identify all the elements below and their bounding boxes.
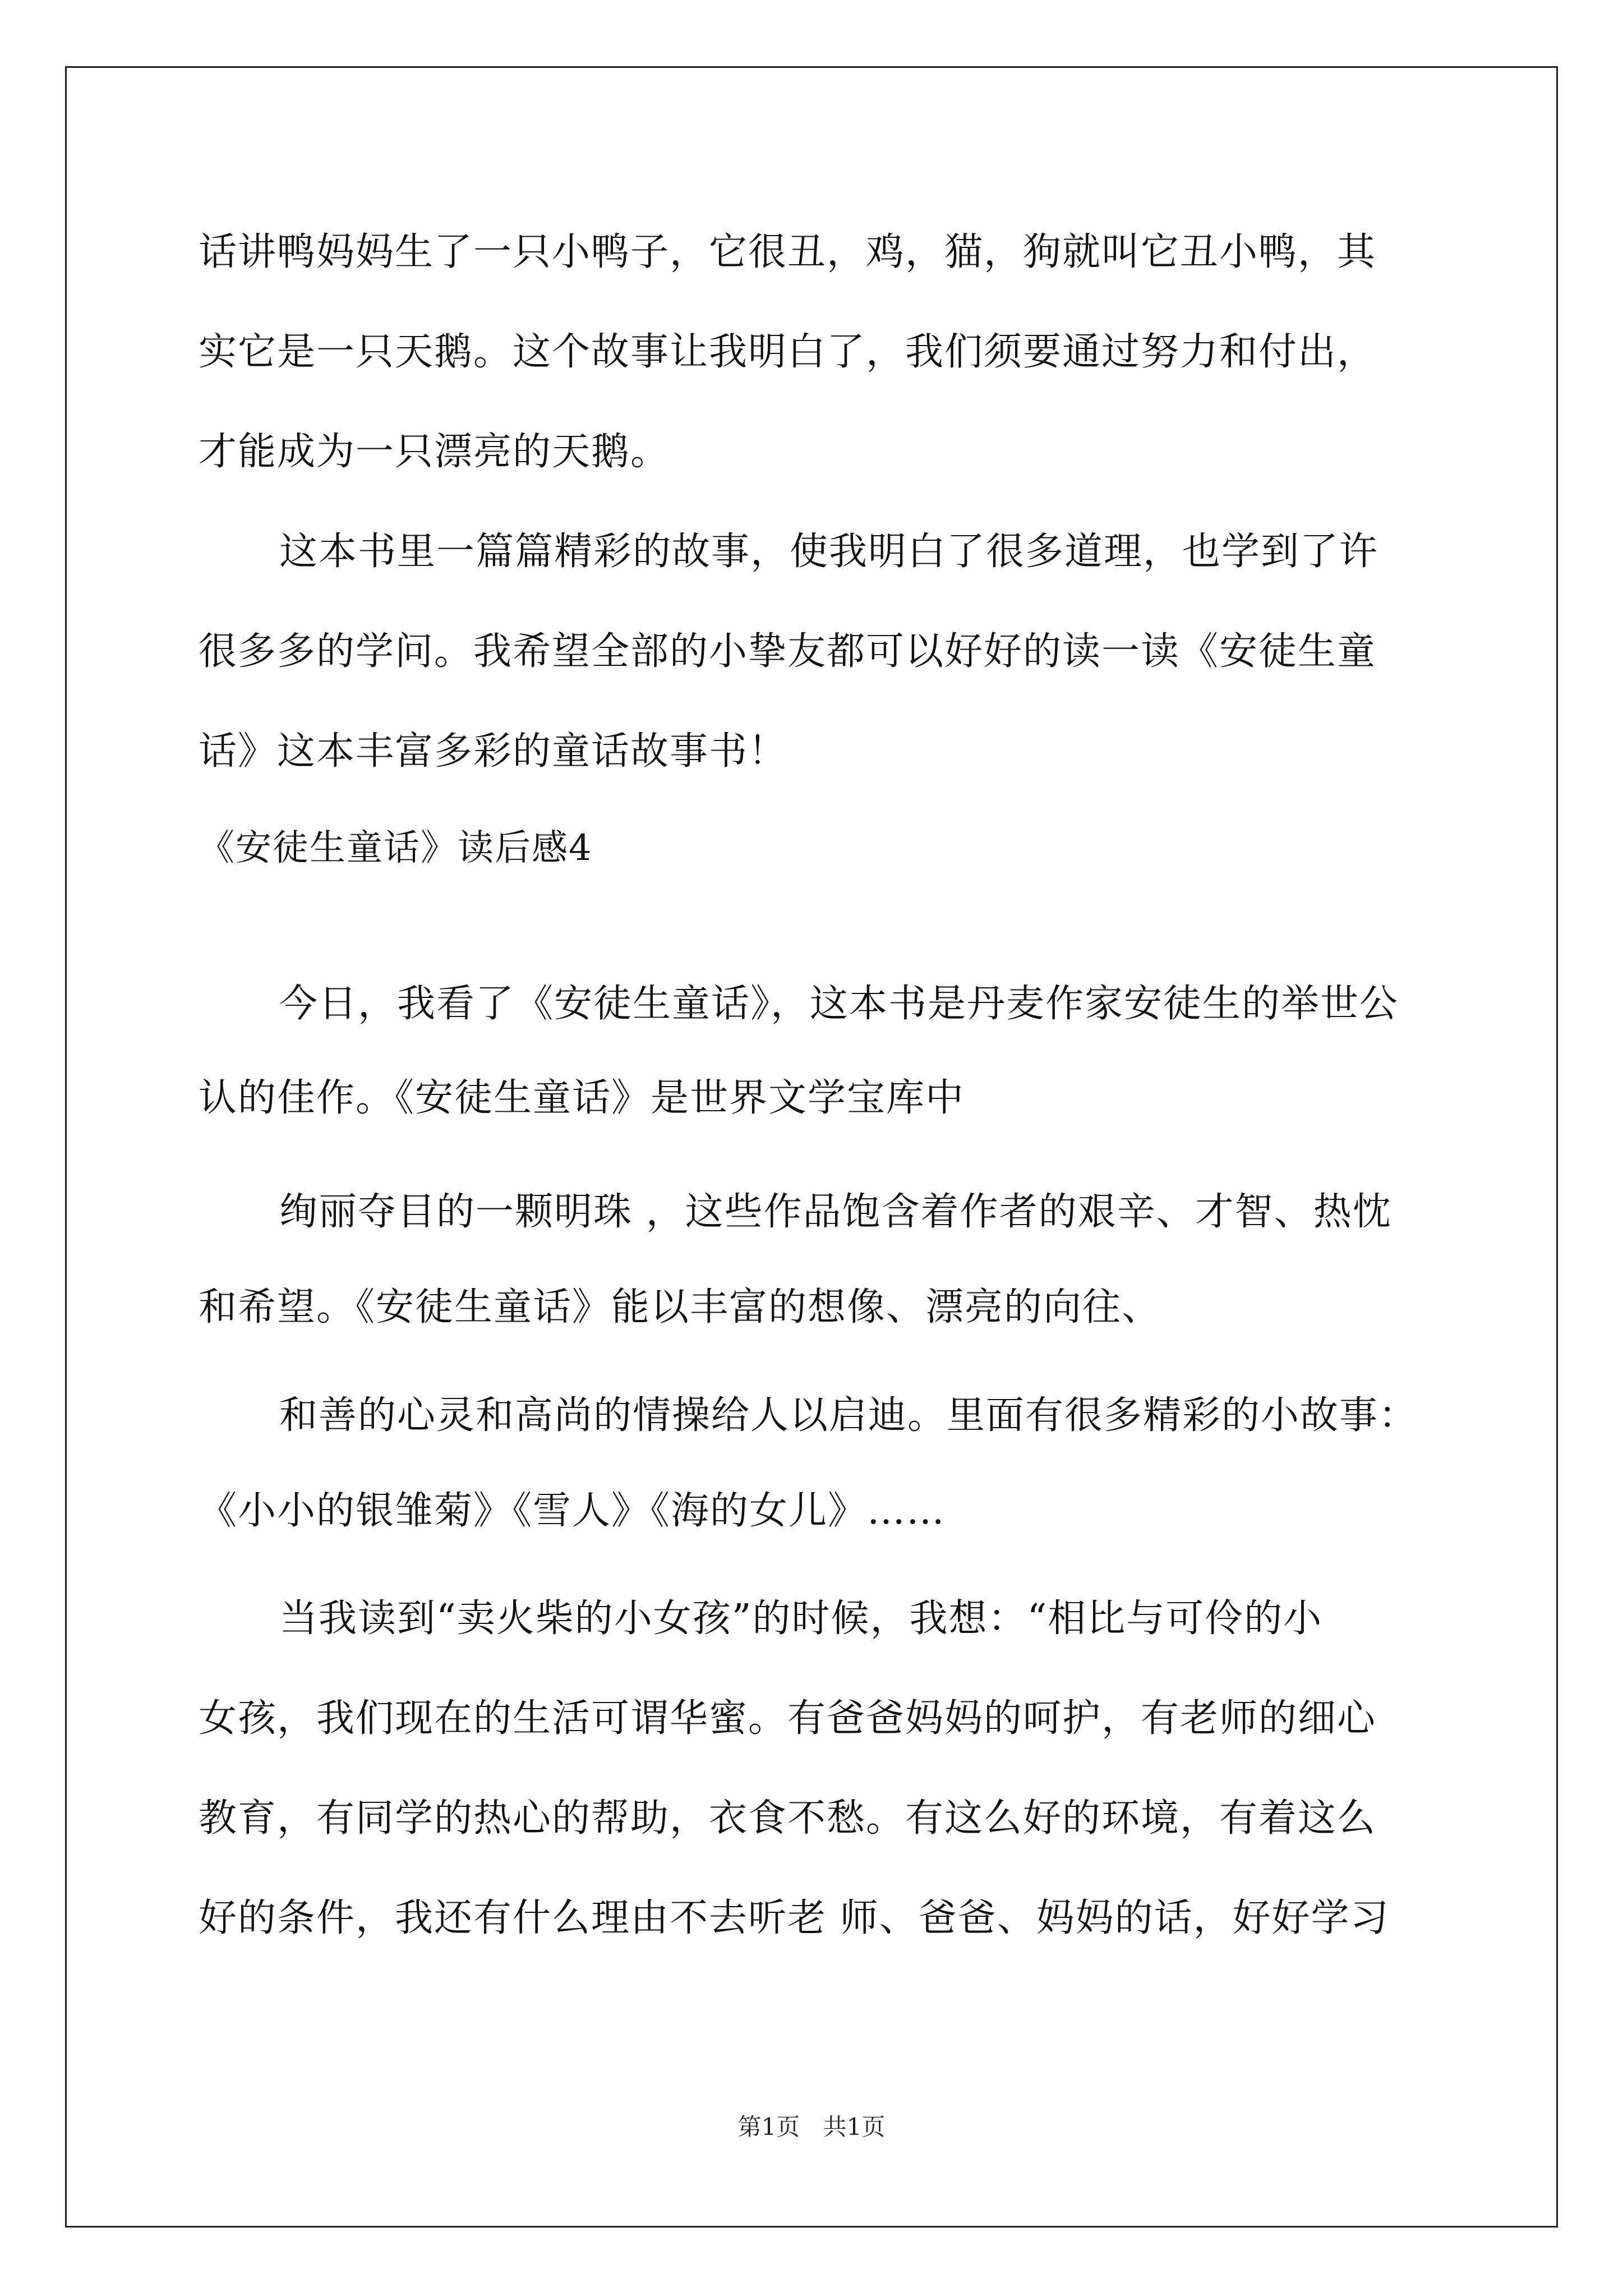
text-line: 教育，有同学的热心的帮助，衣食不愁。有这么好的环境，有着这么	[199, 1796, 1377, 1841]
paragraph-start-line: 绚丽夺目的一颗明珠 ，这些作品饱含着作者的艰辛、才智、热忱	[279, 1190, 1392, 1234]
paragraph-start-line: 当我读到“卖火柴的小女孩”的时候，我想：“相比与可伶的小	[279, 1596, 1323, 1641]
page-total: 共1页	[823, 2113, 886, 2141]
text-line: 才能成为一只漂亮的天鹅。	[199, 430, 670, 474]
page-number: 第1页	[737, 2113, 800, 2141]
section-heading: 《安徒生童话》读后感4	[199, 827, 593, 869]
text-line: 实它是一只天鹅。这个故事让我明白了，我们须要通过努力和付出，	[199, 330, 1377, 374]
text-line: 认的佳作。《安徒生童话》是世界文学宝库中	[199, 1076, 965, 1120]
paragraph-start-line: 和善的心灵和高尚的情操给人以启迪。里面有很多精彩的小故事：	[279, 1393, 1418, 1438]
text-line: 女孩，我们现在的生活可谓华蜜。有爸爸妈妈的呵护，有老师的细心	[199, 1696, 1377, 1741]
text-line: 和希望。《安徒生童话》能以丰富的想像、漂亮的向往、	[199, 1285, 1161, 1329]
text-line: 话讲鸭妈妈生了一只小鸭子，它很丑，鸡，猫，狗就叫它丑小鸭，其	[199, 230, 1377, 274]
text-line: 《小小的银雏菊》《雪人》《海的女儿》……	[199, 1489, 946, 1533]
paragraph-start-line: 今日，我看了《安徒生童话》，这本书是丹麦作家安徒生的举世公	[279, 982, 1399, 1026]
text-line: 话》这本丰富多彩的童话故事书！	[199, 729, 788, 774]
text-line: 很多多的学问。我希望全部的小挚友都可以好好的读一读《安徒生童	[199, 629, 1377, 674]
page-footer	[0, 2111, 1623, 2143]
paragraph-start-line: 这本书里一篇篇精彩的故事，使我明白了很多道理，也学到了许	[279, 530, 1379, 574]
text-line: 好的条件，我还有什么理由不去听老 师、爸爸、妈妈的话，好好学习	[199, 1896, 1390, 1940]
